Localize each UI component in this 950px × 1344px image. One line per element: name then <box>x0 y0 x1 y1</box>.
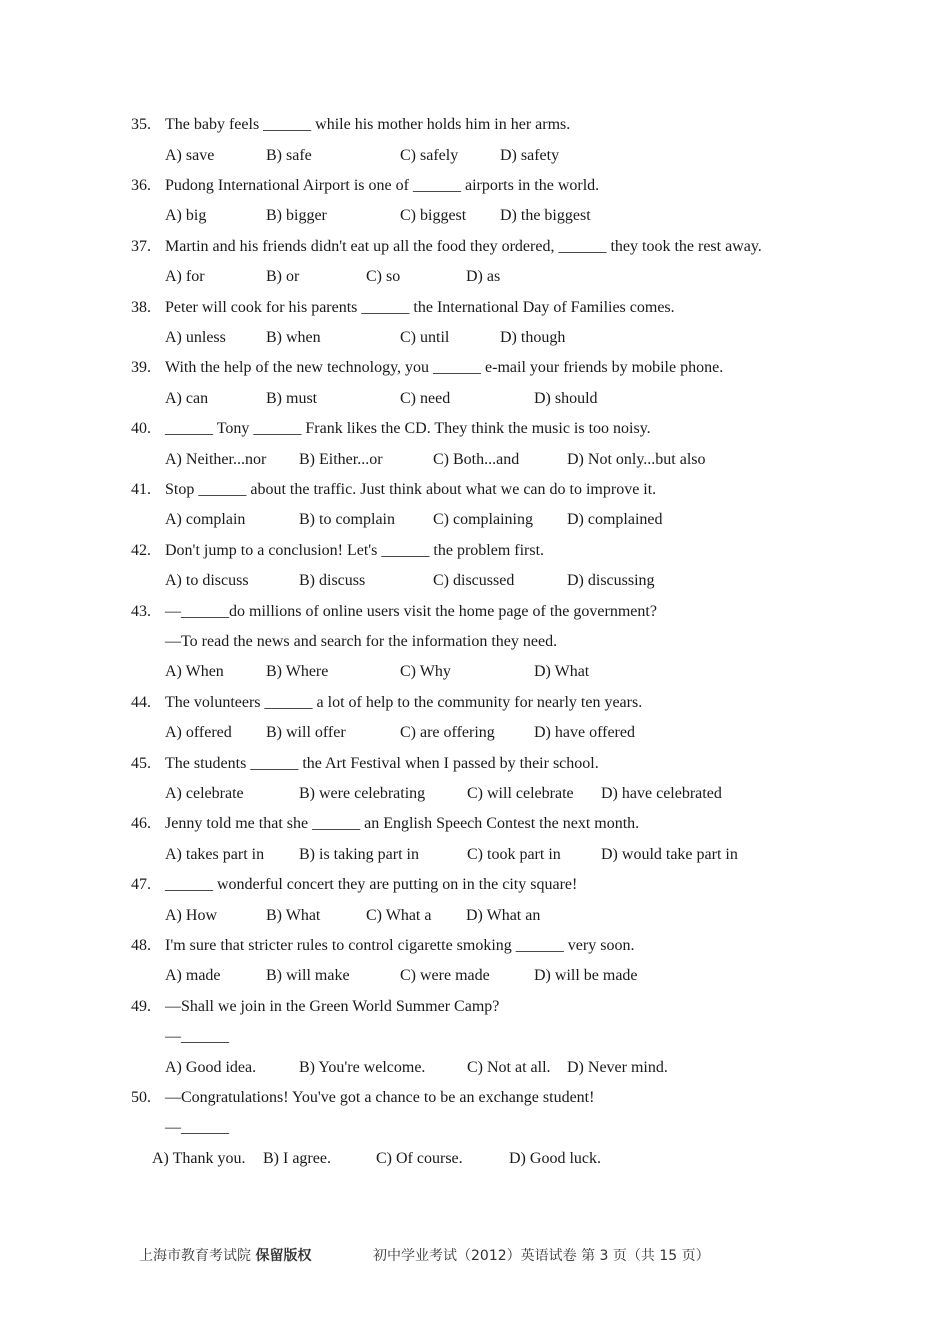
option-b: B) when <box>266 329 321 346</box>
option-a: A) When <box>165 663 224 680</box>
question-number: 47. <box>131 876 151 893</box>
question-response: —To read the news and search for the information they need. <box>165 633 558 650</box>
question-stem: With the help of the new technology, you ______ e-mail your friends by mobile phone. <box>165 359 724 376</box>
question-number: 35. <box>131 116 151 133</box>
option-a: A) can <box>165 390 209 407</box>
question-stem: Don't jump to a conclusion! Let's ______ the problem first. <box>165 542 545 559</box>
option-a: A) complain <box>165 511 246 528</box>
question-stem: ______ Tony ______ Frank likes the CD. They think the music is too noisy. <box>165 420 651 437</box>
option-a: A) for <box>165 268 205 285</box>
option-a: A) Neither...nor <box>165 451 267 468</box>
question-number: 37. <box>131 238 151 255</box>
option-b: B) bigger <box>266 207 327 224</box>
option-b: B) must <box>266 390 318 407</box>
option-b: B) What <box>266 907 321 924</box>
option-c: C) so <box>366 268 401 285</box>
question-stem: The volunteers ______ a lot of help to the community for nearly ten years. <box>165 694 643 711</box>
question-stem: Jenny told me that she ______ an English Speech Contest the next month. <box>165 815 640 832</box>
option-d: D) though <box>500 329 566 346</box>
question-number: 49. <box>131 998 151 1015</box>
option-b: B) to complain <box>299 511 395 528</box>
footer-rights: 保留版权 <box>255 1248 312 1264</box>
option-d: D) have offered <box>534 724 635 741</box>
option-d: D) Not only...but also <box>567 451 706 468</box>
footer-org: 上海市教育考试院 <box>139 1248 251 1264</box>
question-number: 44. <box>131 694 151 711</box>
question-stem: —______do millions of online users visit the home page of the government? <box>165 603 657 620</box>
option-c: C) are offering <box>400 724 495 741</box>
question-number: 38. <box>131 299 151 316</box>
option-a: A) save <box>165 147 215 164</box>
option-c: C) discussed <box>433 572 515 589</box>
option-a: A) Thank you. <box>152 1150 246 1167</box>
option-c: C) until <box>400 329 450 346</box>
question-number: 41. <box>131 481 151 498</box>
option-d: D) as <box>466 268 501 285</box>
option-c: C) Both...and <box>433 451 520 468</box>
question-response: —______ <box>165 1119 229 1136</box>
option-b: B) or <box>266 268 300 285</box>
option-c: C) need <box>400 390 451 407</box>
option-b: B) safe <box>266 147 312 164</box>
question-stem: Peter will cook for his parents ______ the International Day of Families comes. <box>165 299 675 316</box>
option-c: C) biggest <box>400 207 467 224</box>
option-c: C) will celebrate <box>467 785 574 802</box>
option-b: B) discuss <box>299 572 366 589</box>
option-d: D) have celebrated <box>601 785 722 802</box>
question-stem: Stop ______ about the traffic. Just think about what we can do to improve it. <box>165 481 657 498</box>
option-d: D) safety <box>500 147 560 164</box>
option-c: C) complaining <box>433 511 533 528</box>
question-stem: Martin and his friends didn't eat up all the food they ordered, ______ they took the rest away. <box>165 238 762 255</box>
footer-publisher <box>139 1246 311 1266</box>
option-d: D) will be made <box>534 967 638 984</box>
option-c: C) Of course. <box>376 1150 463 1167</box>
option-d: D) should <box>534 390 598 407</box>
option-d: D) What an <box>466 907 541 924</box>
option-d: D) the biggest <box>500 207 591 224</box>
option-a: A) unless <box>165 329 226 346</box>
question-stem: I'm sure that stricter rules to control cigarette smoking ______ very soon. <box>165 937 635 954</box>
option-a: A) to discuss <box>165 572 249 589</box>
question-number: 39. <box>131 359 151 376</box>
option-a: A) celebrate <box>165 785 244 802</box>
option-b: B) will offer <box>266 724 346 741</box>
question-stem: The students ______ the Art Festival when I passed by their school. <box>165 755 599 772</box>
option-a: A) big <box>165 207 207 224</box>
question-number: 48. <box>131 937 151 954</box>
question-response: —______ <box>165 1028 229 1045</box>
option-d: D) Good luck. <box>509 1150 601 1167</box>
option-d: D) discussing <box>567 572 655 589</box>
option-d: D) Never mind. <box>567 1059 668 1076</box>
question-stem: ______ wonderful concert they are putting on in the city square! <box>165 876 578 893</box>
option-c: C) safely <box>400 147 459 164</box>
option-d: D) complained <box>567 511 663 528</box>
question-stem: —Congratulations! You've got a chance to be an exchange student! <box>165 1089 595 1106</box>
footer-exam-info: 初中学业考试（2012）英语试卷 第 3 页（共 15 页） <box>373 1248 710 1264</box>
option-b: B) Where <box>266 663 329 680</box>
question-number: 42. <box>131 542 151 559</box>
option-b: B) were celebrating <box>299 785 426 802</box>
question-stem: The baby feels ______ while his mother holds him in her arms. <box>165 116 571 133</box>
question-number: 45. <box>131 755 151 772</box>
option-c: C) What a <box>366 907 432 924</box>
option-b: B) Either...or <box>299 451 383 468</box>
option-a: A) How <box>165 907 217 924</box>
question-number: 40. <box>131 420 151 437</box>
question-number: 43. <box>131 603 151 620</box>
option-a: A) offered <box>165 724 232 741</box>
option-c: C) were made <box>400 967 490 984</box>
question-stem: Pudong International Airport is one of ______ airports in the world. <box>165 177 600 194</box>
option-a: A) Good idea. <box>165 1059 257 1076</box>
question-stem: —Shall we join in the Green World Summer Camp? <box>165 998 500 1015</box>
option-c: C) Not at all. <box>467 1059 551 1076</box>
option-b: B) You're welcome. <box>299 1059 426 1076</box>
option-c: C) took part in <box>467 846 561 863</box>
option-b: B) will make <box>266 967 350 984</box>
option-d: D) would take part in <box>601 846 738 863</box>
question-number: 36. <box>131 177 151 194</box>
question-number: 46. <box>131 815 151 832</box>
question-number: 50. <box>131 1089 151 1106</box>
option-c: C) Why <box>400 663 451 680</box>
option-b: B) I agree. <box>263 1150 331 1167</box>
option-a: A) made <box>165 967 221 984</box>
option-d: D) What <box>534 663 590 680</box>
option-a: A) takes part in <box>165 846 265 863</box>
option-b: B) is taking part in <box>299 846 419 863</box>
